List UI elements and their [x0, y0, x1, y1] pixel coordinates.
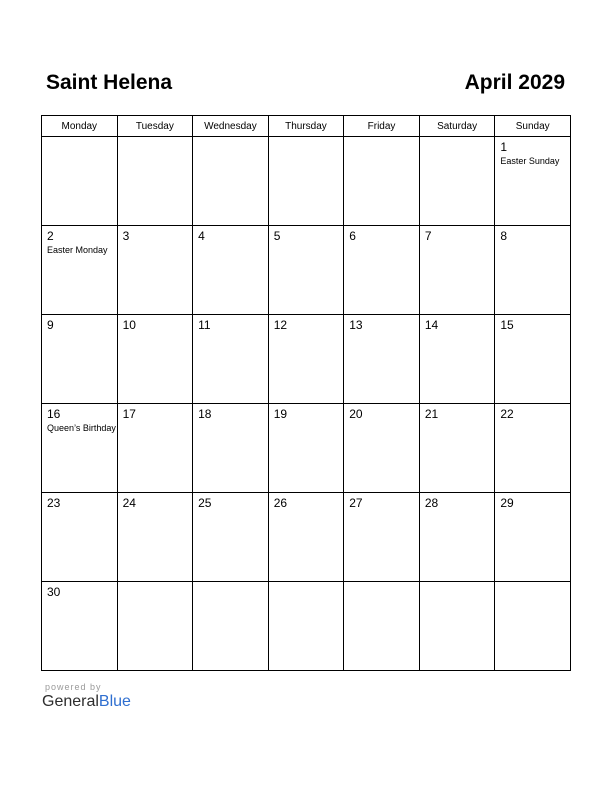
weekday-header-row: [42, 116, 571, 137]
day-number: 29: [500, 496, 514, 510]
day-cell: [117, 404, 193, 493]
holiday-label: Queen’s Birthday: [47, 423, 116, 433]
weekday-friday: Friday: [344, 116, 420, 137]
week-row: [42, 582, 571, 671]
day-number: 4: [198, 229, 205, 243]
day-cell: [344, 226, 420, 315]
day-cell: [419, 226, 495, 315]
weekday-monday: Monday: [42, 116, 118, 137]
day-cell: [419, 137, 495, 226]
holiday-label: Easter Monday: [47, 245, 108, 255]
day-number: 30: [47, 585, 61, 599]
day-cell: [268, 582, 344, 671]
week-row: [42, 404, 571, 493]
day-number: 1: [500, 140, 508, 154]
day-cell: [495, 404, 571, 493]
weekday-wednesday: Wednesday: [193, 116, 269, 137]
day-cell: [42, 582, 118, 671]
day-cell: [268, 226, 344, 315]
powered-by-label: powered by: [45, 682, 102, 692]
day-number: 21: [424, 407, 439, 421]
day-number: 6: [349, 229, 356, 243]
day-number: 16: [47, 407, 61, 421]
country-title: Saint Helena: [46, 71, 173, 94]
week-row: [42, 493, 571, 582]
day-number: [269, 137, 344, 140]
day-number: 5: [273, 229, 281, 243]
day-number: [193, 582, 268, 585]
day-cell: [344, 404, 420, 493]
day-number: 10: [122, 318, 136, 332]
day-cell: [42, 226, 118, 315]
day-cell: [495, 582, 571, 671]
day-number: [118, 137, 193, 140]
day-cell: [344, 493, 420, 582]
day-number: 12: [273, 318, 288, 332]
day-number: 20: [349, 407, 363, 421]
weekday-saturday: Saturday: [419, 116, 495, 137]
day-number: 13: [349, 318, 363, 332]
day-number: [420, 582, 495, 585]
day-cell: [117, 315, 193, 404]
day-number: 24: [122, 496, 136, 510]
day-number: 18: [198, 407, 212, 421]
week-row: [42, 226, 571, 315]
day-number: 23: [47, 496, 61, 510]
day-cell: [117, 226, 193, 315]
day-number: 22: [500, 407, 514, 421]
day-cell: [268, 404, 344, 493]
day-cell: [268, 315, 344, 404]
day-cell: [495, 315, 571, 404]
day-number: [495, 582, 570, 585]
day-number: [42, 137, 117, 140]
week-row: [42, 315, 571, 404]
day-cell: [419, 493, 495, 582]
day-number: 19: [273, 407, 288, 421]
day-number: 17: [122, 407, 136, 421]
day-cell: [42, 315, 118, 404]
day-number: [344, 137, 419, 140]
day-cell: [193, 404, 269, 493]
calendar-grid: [41, 115, 571, 671]
day-number: 28: [424, 496, 439, 510]
weekday-thursday: Thursday: [268, 116, 344, 137]
day-cell: [344, 315, 420, 404]
day-cell: [268, 493, 344, 582]
day-number: 11: [198, 318, 211, 332]
week-row: [42, 137, 571, 226]
day-number: 26: [273, 496, 288, 510]
day-cell: [42, 137, 118, 226]
day-number: 9: [47, 318, 54, 332]
day-cell: [193, 226, 269, 315]
brand-general-text: General: [42, 693, 99, 710]
day-number: 3: [122, 229, 130, 243]
day-number: 2: [47, 229, 54, 243]
day-cell: [193, 137, 269, 226]
day-number: 7: [424, 229, 432, 243]
weekday-tuesday: Tuesday: [117, 116, 193, 137]
day-cell: [42, 404, 118, 493]
day-cell: [495, 226, 571, 315]
brand-blue-text: Blue: [98, 693, 131, 710]
day-cell: [193, 315, 269, 404]
day-number: 15: [500, 318, 514, 332]
day-cell: [344, 582, 420, 671]
day-cell: [495, 137, 571, 226]
day-cell: [419, 315, 495, 404]
day-number: 14: [424, 318, 439, 332]
day-cell: [344, 137, 420, 226]
weekday-sunday: Sunday: [495, 116, 571, 137]
day-cell: [419, 404, 495, 493]
holiday-label: Easter Sunday: [500, 156, 560, 166]
day-number: [269, 582, 344, 585]
day-cell: [193, 493, 269, 582]
month-year-title: April 2029: [464, 71, 565, 94]
day-number: [420, 137, 495, 140]
day-cell: [117, 137, 193, 226]
day-cell: [193, 582, 269, 671]
day-number: 27: [349, 496, 363, 510]
generalblue-logo: [42, 693, 131, 711]
day-cell: [117, 493, 193, 582]
day-number: [193, 137, 268, 140]
day-number: 8: [500, 229, 508, 243]
day-cell: [419, 582, 495, 671]
day-cell: [495, 493, 571, 582]
day-cell: [117, 582, 193, 671]
day-cell: [268, 137, 344, 226]
day-cell: [42, 493, 118, 582]
day-number: 25: [198, 496, 212, 510]
day-number: [344, 582, 419, 585]
day-number: [118, 582, 193, 585]
